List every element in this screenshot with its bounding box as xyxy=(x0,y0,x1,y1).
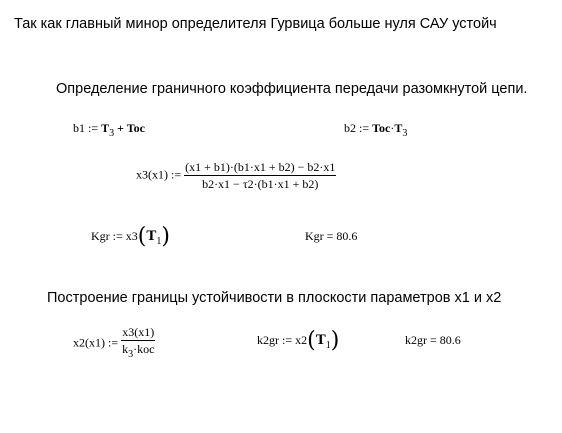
k2gr-definition[interactable] xyxy=(257,328,340,353)
b1-T-subscript: 3 xyxy=(109,128,115,139)
x2-numerator: x3(x1) xyxy=(122,325,155,339)
kgr-lhs: Kgr := x3 xyxy=(91,229,138,243)
k2gr-open-paren: ( xyxy=(307,328,316,353)
x2-den-rest: ·koc xyxy=(133,342,155,356)
k2gr-close-paren: ) xyxy=(330,328,340,353)
stability-note: Так как главный минор определителя Гурвица больше нуля САУ устойч xyxy=(14,16,497,32)
x3-lhs: x3(x1) := xyxy=(136,167,185,182)
kgr-T-subscript: 1 xyxy=(156,236,162,247)
x2-lhs: x2(x1) := xyxy=(73,335,122,350)
b1-rest: + Toc xyxy=(114,121,145,135)
kgr-result: Kgr = 80.6 xyxy=(305,229,358,243)
b2-Toc: Toc xyxy=(372,121,391,135)
x3-numerator: (x1 + b1)·(b1·x1 + b2) − b2·x1 xyxy=(185,160,336,174)
b1-T: T xyxy=(101,121,110,135)
x2-den-k: k xyxy=(122,342,129,356)
b2-lhs: b2 := xyxy=(344,121,373,135)
kgr-T: T xyxy=(146,228,157,244)
k2gr-T-subscript: 1 xyxy=(325,340,331,351)
section-heading-boundary-gain: Определение граничного коэффициента передачи разомкнутой цепи. xyxy=(56,81,528,97)
b1-lhs: b1 := xyxy=(73,121,102,135)
x3-denominator: b2·x1 − τ2·(b1·x1 + b2) xyxy=(202,177,319,191)
x3-definition[interactable] xyxy=(136,160,336,191)
kgr-open-paren: ( xyxy=(137,224,147,249)
k2gr-result: k2gr = 80.6 xyxy=(405,333,461,347)
k2gr-lhs: k2gr := x2 xyxy=(257,333,308,347)
section-heading-stability-boundary: Построение границы устойчивости в плоскости параметров x1 и x2 xyxy=(47,290,502,306)
b2-dot: · xyxy=(390,121,395,135)
x3-fraction xyxy=(184,160,336,191)
x2-denominator xyxy=(121,341,155,362)
x2-definition[interactable] xyxy=(73,325,155,362)
x2-den-subscript: 3 xyxy=(128,349,134,360)
b2-T: T xyxy=(394,121,403,135)
x2-fraction xyxy=(121,325,155,362)
k2gr-T: T xyxy=(315,332,326,348)
kgr-definition[interactable] xyxy=(91,224,170,249)
b2-T-subscript: 3 xyxy=(402,128,408,139)
b2-definition[interactable] xyxy=(344,121,407,141)
kgr-close-paren: ) xyxy=(161,224,170,249)
b1-definition[interactable] xyxy=(73,121,145,141)
